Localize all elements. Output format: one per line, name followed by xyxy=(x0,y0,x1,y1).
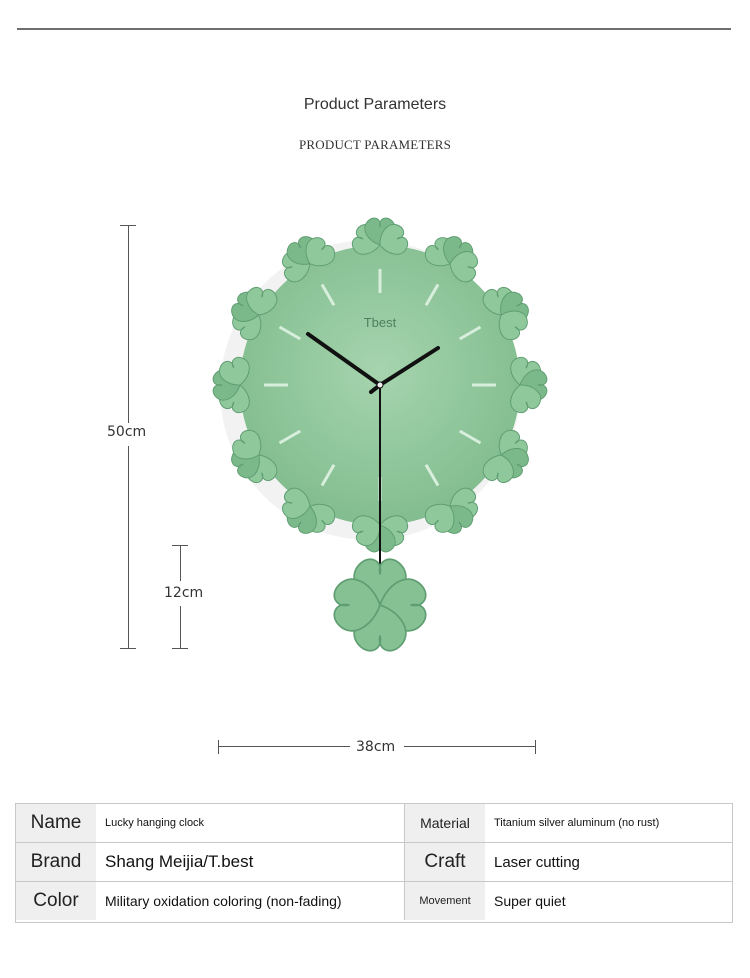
param-label-craft: Craft xyxy=(405,843,485,881)
pendulum-dimension-line-lower xyxy=(180,606,181,649)
width-dimension-line-right xyxy=(404,746,535,747)
param-value-material: Titanium silver aluminum (no rust) xyxy=(494,817,660,829)
height-dimension-line-lower xyxy=(128,446,129,649)
pendulum-clover xyxy=(334,559,425,650)
param-label-name: Name xyxy=(16,804,96,842)
clock-illustration xyxy=(195,200,575,670)
param-label-material: Material xyxy=(405,804,485,842)
table-row xyxy=(16,804,732,843)
param-value-name: Lucky hanging clock xyxy=(105,817,205,829)
width-dimension-left-tick xyxy=(218,740,219,754)
param-label-brand: Brand xyxy=(16,843,96,881)
table-row xyxy=(16,843,732,882)
height-dimension-bottom-tick xyxy=(120,648,136,649)
pendulum-dimension-label: 12cm xyxy=(164,585,204,601)
param-value-craft: Laser cutting xyxy=(494,853,580,871)
width-dimension-line-left xyxy=(218,746,350,747)
width-dimension-right-tick xyxy=(535,740,536,754)
param-value-brand: Shang Meijia/T.best xyxy=(105,852,254,871)
param-value-color: Military oxidation coloring (non-fading) xyxy=(105,893,342,909)
section-subtitle: PRODUCT PARAMETERS xyxy=(298,137,452,152)
center-cap xyxy=(377,382,383,388)
param-value-movement: Super quiet xyxy=(494,893,566,909)
pendulum-dimension-bottom-tick xyxy=(172,648,188,649)
clover-wall-clock-image xyxy=(195,200,575,670)
width-dimension-label: 38cm xyxy=(356,739,396,755)
height-dimension-label: 50cm xyxy=(107,424,147,440)
height-dimension-line-upper xyxy=(128,225,129,423)
table-row xyxy=(16,882,732,921)
brand-mark: Tbest xyxy=(363,315,397,330)
parameters-table xyxy=(15,803,733,923)
param-label-movement: Movement xyxy=(405,882,485,920)
top-divider xyxy=(17,28,731,30)
param-label-color: Color xyxy=(16,882,96,920)
section-title: Product Parameters xyxy=(303,96,447,113)
pendulum-dimension-line-upper xyxy=(180,545,181,581)
